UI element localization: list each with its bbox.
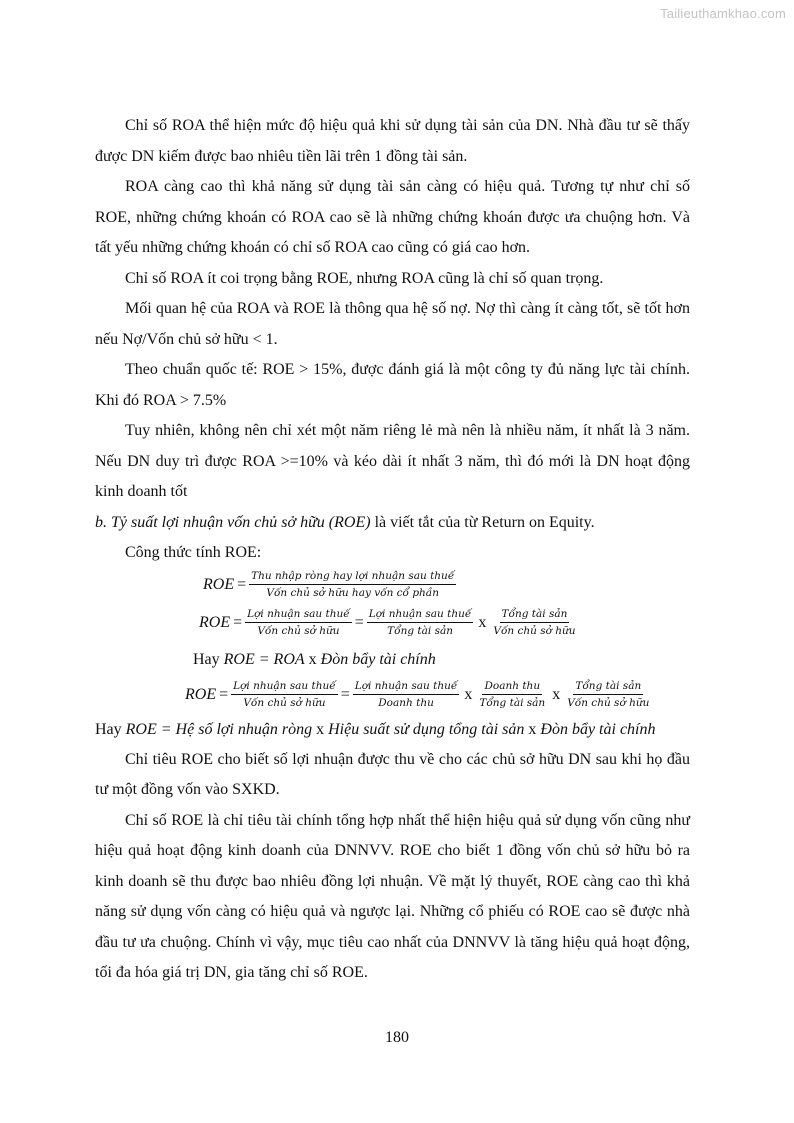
fraction [491,608,577,638]
page-content [95,111,690,989]
fraction-denominator: Tổng tài sản [479,696,546,709]
fraction-denominator: Doanh thu [378,696,434,709]
times-sign: x [524,720,541,738]
times-sign: x [304,650,321,668]
expr-leverage: Đòn bẩy tài chính [320,650,436,668]
times-sign: x [552,685,561,703]
fraction-denominator: Vốn chủ sở hữu [493,624,576,637]
fraction-numerator: Lợi nhuận sau thuế [353,680,460,695]
fraction [249,570,456,600]
times-sign: x [312,720,329,738]
page-number: 180 [385,1029,409,1046]
fraction-denominator: Vốn chủ sở hữu hay vốn cổ phần [266,586,439,599]
section-heading-italic: b. Tỷ suất lợi nhuận vốn chủ sở hữu (ROE) [95,513,371,531]
formula-roe-components [95,715,690,745]
formula-lhs: ROE [203,575,235,593]
equals-sign: = [219,685,229,703]
fraction-denominator: Vốn chủ sở hữu [257,624,340,637]
fraction-numerator: Lợi nhuận sau thuế [367,608,474,623]
fraction-numerator: Thu nhập ròng hay lợi nhuận sau thuế [249,570,456,585]
paragraph-roa-higher: ROA càng cao thì khả năng sử dụng tài sản càng có hiệu quả. Tương tự như chỉ số ROE, những chứng khoán có ROA cao sẽ là những chứng khoán được ưa chuộng hơn. Và tất yếu những chứng khoán có chỉ số ROA cao cũng có giá cao hơn. [95,178,690,256]
expr-roe-roa: ROE = ROA [223,650,305,668]
equals-sign: = [237,575,247,593]
fraction-numerator: Lợi nhuận sau thuế [231,680,338,695]
times-sign: x [464,685,473,703]
paragraph-international-standard: Theo chuẩn quốc tế: ROE > 15%, được đánh giá là một công ty đủ năng lực tài chính. Khi đó ROA > 7.5% [95,361,690,409]
paragraph-roa-vs-roe: Chỉ số ROA ít coi trọng bằng ROE, nhưng ROA cũng là chỉ số quan trọng. [125,269,604,287]
formula-intro: Công thức tính ROE: [125,544,262,561]
equals-sign: = [340,685,350,703]
paragraph-roa-definition: Chỉ số ROA thể hiện mức độ hiệu quả khi sử dụng tài sản của DN. Nhà đầu tư sẽ thấy được DN kiếm được bao nhiêu tiền lãi trên 1 đồng tài sản. [95,117,690,165]
equals-sign: = [233,613,243,631]
fraction [367,608,474,638]
fraction [565,680,651,710]
hay-prefix: Hay [193,650,224,668]
times-sign: x [478,613,487,631]
fraction-denominator: Tổng tài sản [387,624,453,637]
fraction-denominator: Vốn chủ sở hữu [567,696,650,709]
fraction [231,680,338,710]
section-heading-rest: là viết tắt của từ Return on Equity. [370,513,595,531]
expr-net-profit-margin: ROE = Hệ số lợi nhuận ròng [125,720,313,738]
formula-roe-roa-leverage [193,645,690,675]
watermark-text: Tailieuthamkhao.com [660,6,786,21]
paragraph-roe-importance: Chỉ số ROE là chỉ tiêu tài chính tổng hợp nhất thể hiện hiệu quả sử dụng vốn cũng như hiệu quả hoạt động kinh doanh của DNNVV. ROE cho biết 1 đồng vốn chủ sở hữu bỏ ra kinh doanh sẽ thu được bao nhiêu đồng lợi nhuận. Về mặt lý thuyết, ROE càng cao thì khả năng sử dụng vốn càng có hiệu quả và ngược lại. Những cổ phiếu có ROE cao sẽ được nhà đầu tư ưa chuộng. Chính vì vậy, mục tiêu cao nhất của DNNVV là tăng hiệu quả hoạt động, tối đa hóa giá trị DN, gia tăng chỉ số ROE. [95,811,690,981]
paragraph-roe-meaning: Chỉ tiêu ROE cho biết số lợi nhuận được thu về cho các chủ sở hữu DN sau khi họ đầu tư một đồng vốn vào SXKD. [95,750,690,798]
formula-lhs: ROE [199,613,231,631]
paragraph-debt-relation: Mối quan hệ của ROA và ROE là thông qua hệ số nợ. Nợ thì càng ít càng tốt, sẽ tốt hơn nếu Nợ/Vốn chủ sở hữu < 1. [95,300,690,348]
formula-roe-dupont [185,675,690,715]
fraction [477,680,547,710]
equals-sign: = [354,613,364,631]
fraction-numerator: Tổng tài sản [573,680,643,695]
formula-roe-2 [199,601,690,645]
formula-lhs: ROE [185,685,217,703]
fraction-numerator: Doanh thu [482,680,542,695]
paragraph-multi-year: Tuy nhiên, không nên chỉ xét một năm riêng lẻ mà nên là nhiều năm, ít nhất là 3 năm. Nếu DN duy trì được ROA >=10% và kéo dài ít nhất 3 năm, thì đó mới là DN hoạt động kinh doanh tốt [95,422,690,500]
fraction-numerator: Lợi nhuận sau thuế [245,608,352,623]
formula-roe-1 [203,569,690,601]
hay-prefix: Hay [95,720,126,738]
fraction [353,680,460,710]
fraction [245,608,352,638]
expr-financial-leverage: Đòn bẩy tài chính [540,720,656,738]
fraction-denominator: Vốn chủ sở hữu [243,696,326,709]
section-heading-roe [95,508,690,539]
expr-asset-turnover: Hiệu suất sử dụng tổng tài sản [328,720,525,738]
fraction-numerator: Tổng tài sản [500,608,570,623]
